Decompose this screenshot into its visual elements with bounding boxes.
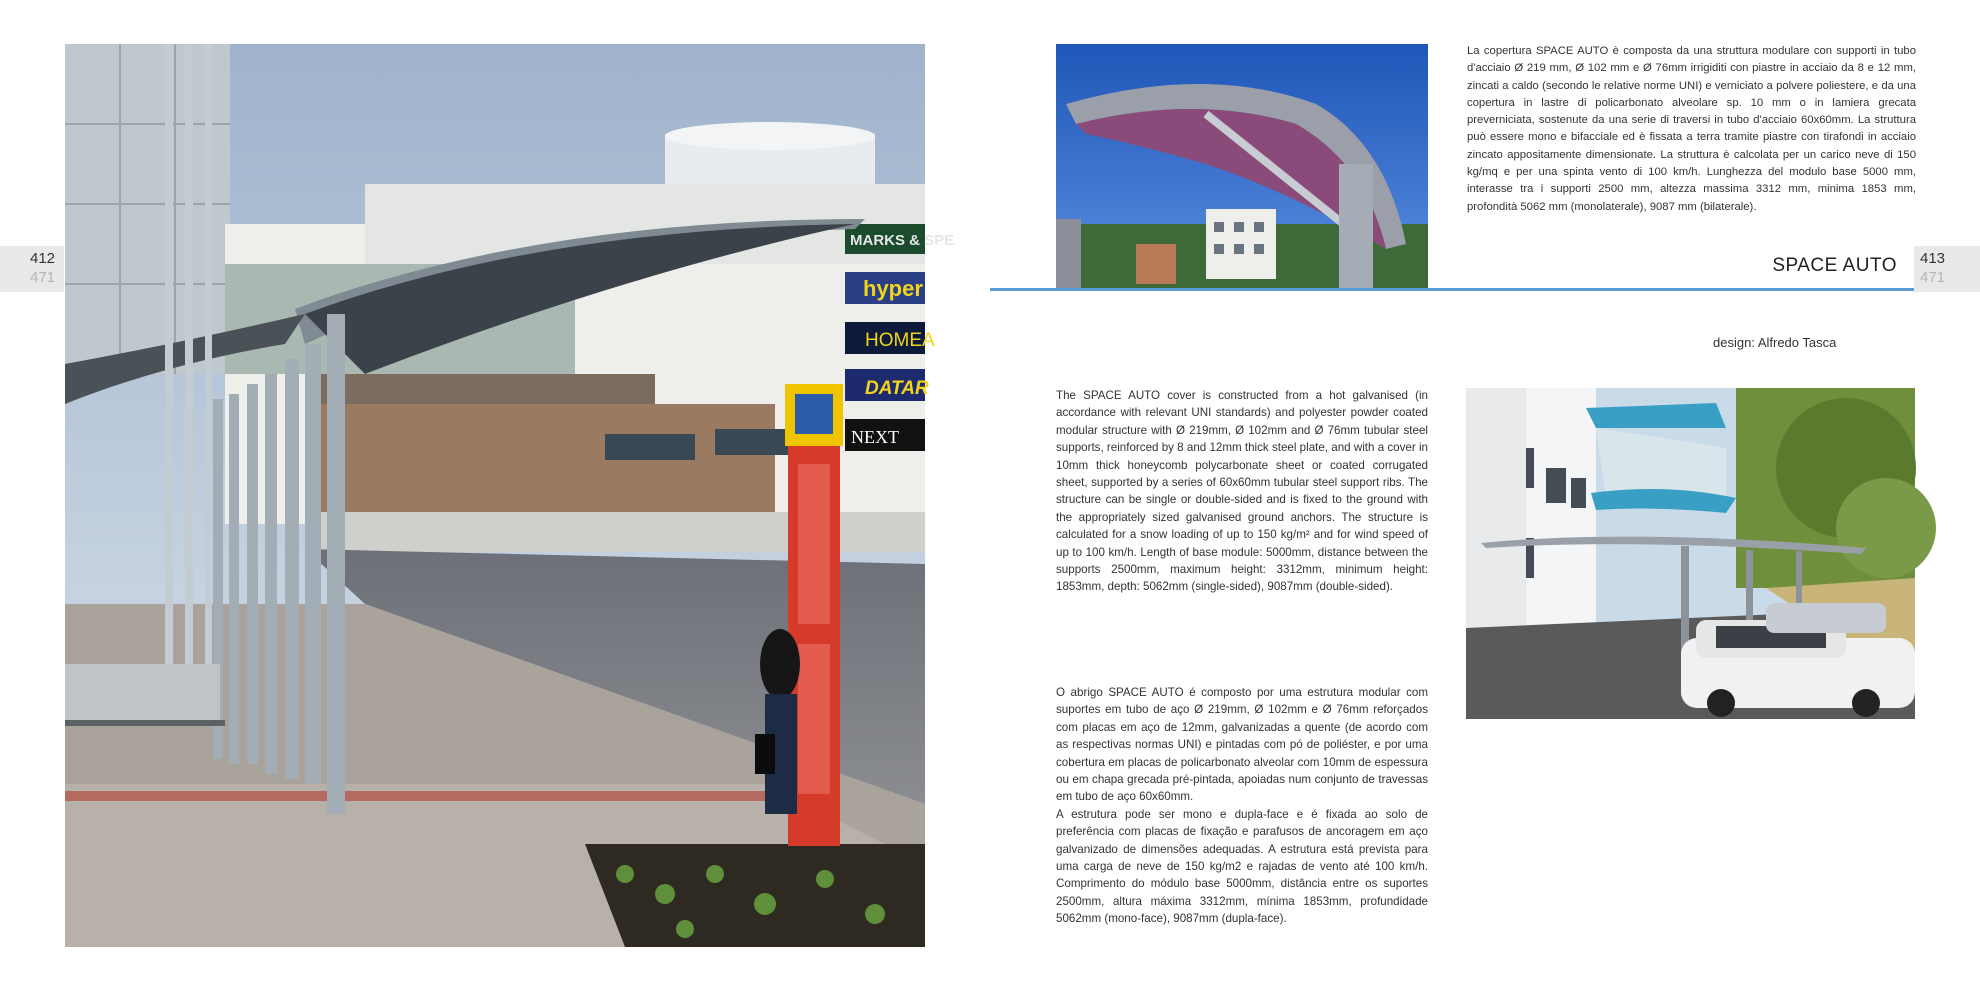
store-sign: DATAR [865,378,929,399]
english-description: The SPACE AUTO cover is constructed from a hot galvanised (in accordance with relevant UNI standards) and polyester powder coated modular structure with Ø 219mm, Ø 102mm and Ø 76mm tubular steel supports, reinforced by 8 and 12mm thick steel plate, and with a cover in 10mm thick honeycomb polycarbonate sheet or coated corrugated sheet, supported by a series of 60x60mm tubular steel support ribs. The structure can be single or double-sided and is fixed to the ground with the appropriately sized galvanised ground anchors. The structure is calculated for a snow loading of up to 150 kg/m² and for wind speed of up to 100 km/h. Length of base module: 5000mm, distance between the supports 2500mm, maximum height: 3312mm, minimum height: 1853mm, depth: 5062mm (single-sided), 9087mm (double-sided). [1056,389,1428,594]
portuguese-paragraph: O abrigo SPACE AUTO é composto por uma estrutura modular com suportes em tubo de aço Ø 219mm, Ø 102mm e Ø 76mm reforçados com placas em aço de 12mm, galvanizadas a quente (de acordo com as respectivas normas UNI) e pintadas com pó de poliéster, e por uma cobertura em placas de policarbonato alveolar com 10mm de espessura ou em chapa grecada pré-pintada, apoiadas num conjunto de travessas em tubo de aço 60x60mm. [1056,686,1428,804]
store-sign: HOMEA [865,330,935,351]
page-number-tab-right [1914,246,1980,292]
page-total: 471 [1920,269,1946,286]
portuguese-paragraph: A estrutura pode ser mono e dupla-face e é fixada ao solo de preferência com placas de fixação e parafusos de ancoragem em aço galvanizado de dimensões adequadas. A estrutura está prevista para uma carga de neve de 150 kg/m2 e rajadas de vento até 100 km/h. Comprimento do módulo base 5000mm, distância entre os suportes 2500mm, altura máxima 3312mm, mínima 1853mm, profundidade 5062mm (mono-face), 9087mm (dupla-face). [1056,807,1428,926]
store-sign: MARKS & SPE [850,232,955,249]
bus-stop-shelter-photo [65,44,955,947]
canopy-closeup-photo [1056,44,1428,289]
page-number-tab-left [0,246,64,292]
car-park-canopy-photo [1466,388,1915,719]
store-sign: NEXT [851,427,899,447]
portuguese-description [1056,684,1428,928]
italian-description: La copertura SPACE AUTO è composta da una struttura modulare con supporti in tubo d'acciaio Ø 219 mm, Ø 102 mm e Ø 76mm irrigiditi con piastre in acciaio da 8 e 12 mm, zincati a caldo (secondo le relative norme UNI) e verniciato a polvere poliestere, e da una copertura in lastre di policarbonato alveolare sp. 10 mm o in lamiera grecata preverniciata, sostenute da una serie di traversi in tubo d'acciaio 60x60mm. La struttura può essere mono e bifacciale ed è fissata a terra tramite piastre con tirafondi in acciaio zincato appositamente dimensionate. La struttura è calcolata per un carico neve di 150 kg/mq e per una spinta vento di 100 km/h. Lunghezza del modulo base 5000 mm, interasse tra i supporti 2500 mm, altezza massima 3312 mm, minima 1853 mm, profondità 5062 mm (monolaterale), 9087 mm (bilaterale). [1467,45,1916,213]
page-number: 412 [30,250,56,267]
designer-credit: design: Alfredo Tasca [1713,335,1837,350]
page-number: 413 [1920,250,1946,267]
page-total: 471 [30,269,56,286]
store-sign: hyper [863,276,923,301]
header-rule [990,288,1914,291]
product-title: SPACE AUTO [1772,255,1897,276]
